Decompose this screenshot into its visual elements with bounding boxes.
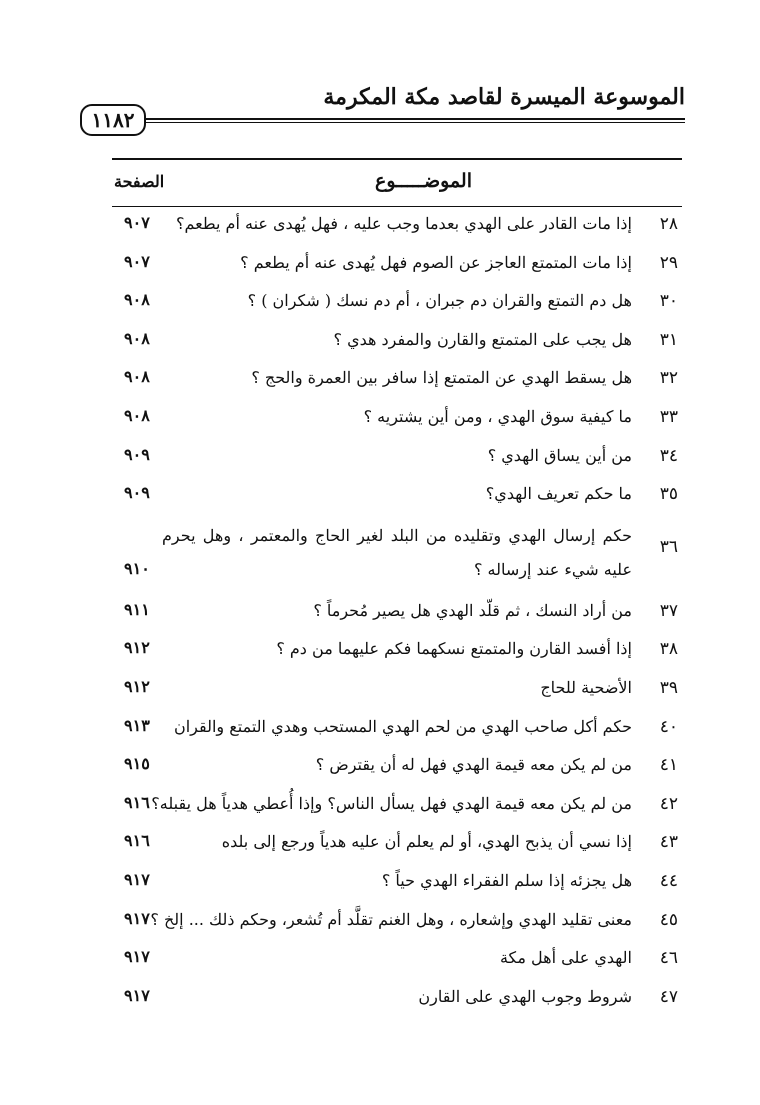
row-page: ٩١٧ [124,947,150,967]
table-row [112,478,682,517]
row-page: ٩١١ [124,599,150,619]
table-row [112,440,682,479]
row-number: ٣٩ [659,677,678,698]
table-row [112,826,682,865]
row-page: ٩١٧ [124,985,150,1005]
book-title: الموسوعة الميسرة لقاصد مكة المكرمة [323,84,685,110]
table-row [112,904,682,943]
row-page: ٩٠٧ [124,213,150,232]
table-row [112,865,682,904]
table-row [112,788,682,827]
row-number: ٣٠ [659,291,678,312]
row-number: ٣٢ [659,368,678,389]
row-page: ٩٠٨ [124,290,150,310]
row-subject: هل دم التمتع والقران دم جبران ، أم دم نسك ( شكران ) ؟ [247,291,632,311]
row-number: ٤١ [659,755,678,776]
row-subject: من أين يساق الهدي ؟ [487,445,632,465]
table-row [112,362,682,401]
table-row [112,711,682,750]
row-page: ٩١٢ [124,638,150,658]
row-number: ٤٢ [659,793,678,814]
row-page: ٩٠٩ [124,444,150,464]
row-number: ٣١ [659,329,678,350]
row-page: ٩١٧ [124,869,150,889]
row-number: ٣٣ [659,406,678,427]
row-subject: من لم يكن معه قيمة الهدي فهل يسأل الناس؟ وإذا أُعطي هدياً هل يقبله؟ [151,793,632,813]
subject-column-header: الموضـــــوع [375,170,472,192]
row-subject: إذا مات القادر على الهدي بعدما وجب عليه ، فهل يُهدى عنه أم يطعم؟ [176,214,632,233]
row-subject: إذا أفسد القارن والمتمتع نسكهما فكم عليهما من دم ؟ [276,639,632,659]
table-row [112,672,682,711]
row-number: ٣٤ [659,445,678,466]
table-row [112,247,682,286]
row-subject: من لم يكن معه قيمة الهدي فهل له أن يقترض ؟ [315,755,632,775]
table-row [112,285,682,324]
table-row [112,401,682,440]
row-page: ٩١٦ [124,831,150,851]
row-page: ٩٠٨ [124,367,150,387]
table-header [112,158,682,207]
table-row [112,749,682,788]
row-subject: هل يجب على المتمتع والقارن والمفرد هدي ؟ [333,329,632,349]
index-table [112,208,682,1019]
row-page: ٩٠٩ [124,483,150,503]
row-number: ٤٣ [659,832,678,853]
row-number: ٢٩ [659,252,678,273]
table-row [112,942,682,981]
header-rule-thin [82,122,685,123]
table-row [112,595,682,634]
row-number: ٣٥ [659,484,678,505]
row-number: ٤٤ [659,870,678,891]
row-subject: الهدي على أهل مكة [499,948,632,968]
row-page: ٩٠٨ [124,328,150,348]
row-page: ٩٠٧ [124,251,150,271]
row-number: ٤٦ [659,948,678,969]
row-subject: إذا نسي أن يذبح الهدي، أو لم يعلم أن عليه هدياً ورجع إلى بلده [221,832,632,852]
table-row [112,981,682,1020]
row-subject: إذا مات المتمتع العاجز عن الصوم فهل يُهدى عنه أم يطعم ؟ [240,252,632,272]
row-subject: هل يسقط الهدي عن المتمتع إذا سافر بين العمرة والحج ؟ [251,368,632,388]
row-subject: الأضحية للحاج [540,677,632,697]
page-header [80,80,685,140]
row-number: ٤٧ [659,986,678,1007]
row-number: ٣٨ [659,639,678,660]
page-number: ١١٨٢ [80,104,146,136]
table-row [112,324,682,363]
row-page: ٩١٠ [124,558,150,578]
header-rule [82,118,685,120]
row-subject: حكم أكل صاحب الهدي من لحم الهدي المستحب وهدي التمتع والقران [173,716,632,736]
row-subject: شروط وجوب الهدي على القارن [418,986,632,1006]
row-page: ٩١٦ [124,792,150,812]
table-row [112,517,682,595]
row-subject: ما كيفية سوق الهدي ، ومن أين يشتريه ؟ [363,406,632,426]
row-number: ٤٥ [659,909,678,930]
row-subject: حكم إرسال الهدي وتقليده من البلد لغير الحاج والمعتمر ، وهل يحرم عليه شيء عند إرساله ؟ [162,525,632,579]
row-page: ٩٠٨ [124,405,150,425]
row-subject: من أراد النسك ، ثم قلّد الهدي هل يصير مُحرماً ؟ [313,600,632,620]
row-page: ٩١٥ [124,754,150,774]
row-subject: معنى تقليد الهدي وإشعاره ، وهل الغنم تقلَّد أم تُشعر، وحكم ذلك ... إلخ ؟ [150,909,632,929]
table-row [112,633,682,672]
row-number: ٣٦ [659,536,678,557]
row-page: ٩١٧ [124,908,150,928]
row-page: ٩١٢ [124,676,150,696]
row-number: ٤٠ [659,716,678,737]
row-page: ٩١٣ [124,715,150,735]
row-subject: ما حكم تعريف الهدي؟ [485,484,632,504]
page-column-header: الصفحة [114,172,165,191]
row-number: ٣٧ [659,600,678,621]
row-subject: هل يجزئه إذا سلم الفقراء الهدي حياً ؟ [381,870,632,890]
row-number: ٢٨ [659,214,678,234]
table-row [112,208,682,247]
